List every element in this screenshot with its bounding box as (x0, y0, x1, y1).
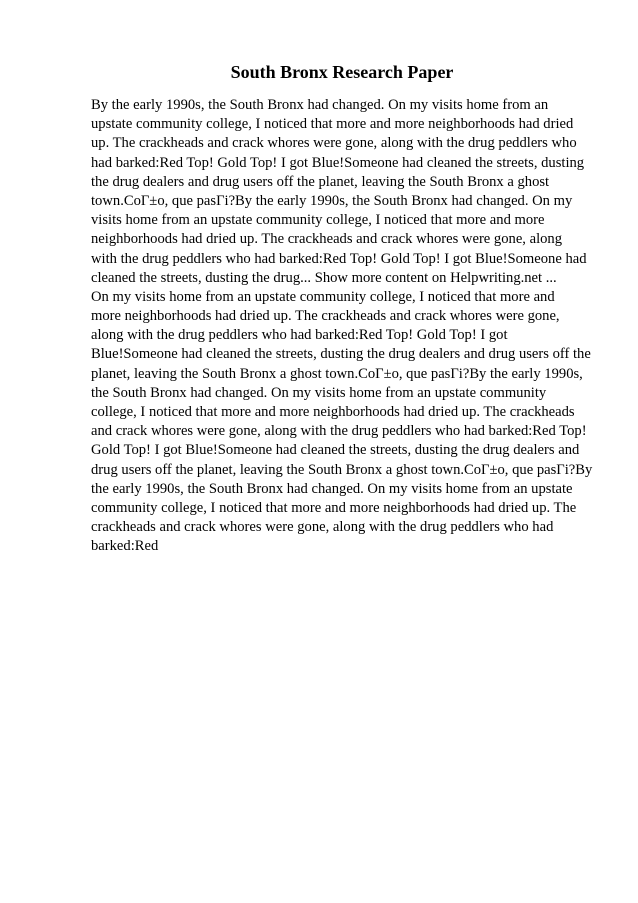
text-line: Blue!Someone had cleaned the streets, dusting the drug dealers and drug users off the (91, 346, 591, 363)
text-line: with the drug peddlers who had barked:Red Top! Gold Top! I got Blue!Someone had (91, 250, 587, 267)
text-line: On my visits home from an upstate community college, I noticed that more and (91, 288, 555, 305)
text-line: crackheads and crack whores were gone, along with the drug peddlers who had (91, 519, 554, 536)
text-line: cleaned the streets, dusting the drug... Show more content on Helpwriting.net ... (91, 269, 557, 286)
text-line: By the early 1990s, the South Bronx had changed. On my visits home from an (91, 97, 549, 113)
text-line: along with the drug peddlers who had barked:Red Top! Gold Top! I got (91, 327, 508, 344)
text-line: up. The crackheads and crack whores were gone, along with the drug peddlers who (91, 135, 577, 152)
page-title: South Bronx Research Paper (230, 62, 454, 82)
text-line: the drug dealers and drug users off the planet, leaving the South Bronx a ghost (91, 173, 550, 190)
text-line: community college, I noticed that more and more neighborhoods had dried up. The (91, 499, 577, 516)
text-line: and crack whores were gone, along with the drug peddlers who had barked:Red Top! (91, 423, 587, 440)
text-line: barked:Red (91, 538, 159, 555)
text-line: Gold Top! I got Blue!Someone had cleaned the streets, dusting the drug dealers and (91, 442, 580, 459)
text-line: upstate community college, I noticed that more and more neighborhoods had dried (91, 116, 574, 133)
text-line: college, I noticed that more and more neighborhoods had dried up. The crackheads (91, 404, 575, 420)
text-line: more neighborhoods had dried up. The crackheads and crack whores were gone, (91, 308, 560, 325)
text-line: town.CoΓ±o, que pasΓi?By the early 1990s, the South Bronx had changed. On my (91, 192, 573, 209)
text-line: planet, leaving the South Bronx a ghost town.CoΓ±o, que pasΓi?By the early 1990s, (91, 365, 583, 382)
text-line: visits home from an upstate community college, I noticed that more and more (91, 212, 545, 229)
text-line: neighborhoods had dried up. The crackheads and crack whores were gone, along (91, 231, 563, 248)
body-paragraph (91, 96, 611, 557)
text-line: drug users off the planet, leaving the South Bronx a ghost town.CoΓ±o, que pasΓi?By (91, 461, 593, 478)
text-line: had barked:Red Top! Gold Top! I got Blue!Someone had cleaned the streets, dusting (91, 154, 585, 171)
text-line: the South Bronx had changed. On my visits home from an upstate community (91, 384, 547, 401)
text-line: the early 1990s, the South Bronx had changed. On my visits home from an upstate (91, 480, 573, 497)
